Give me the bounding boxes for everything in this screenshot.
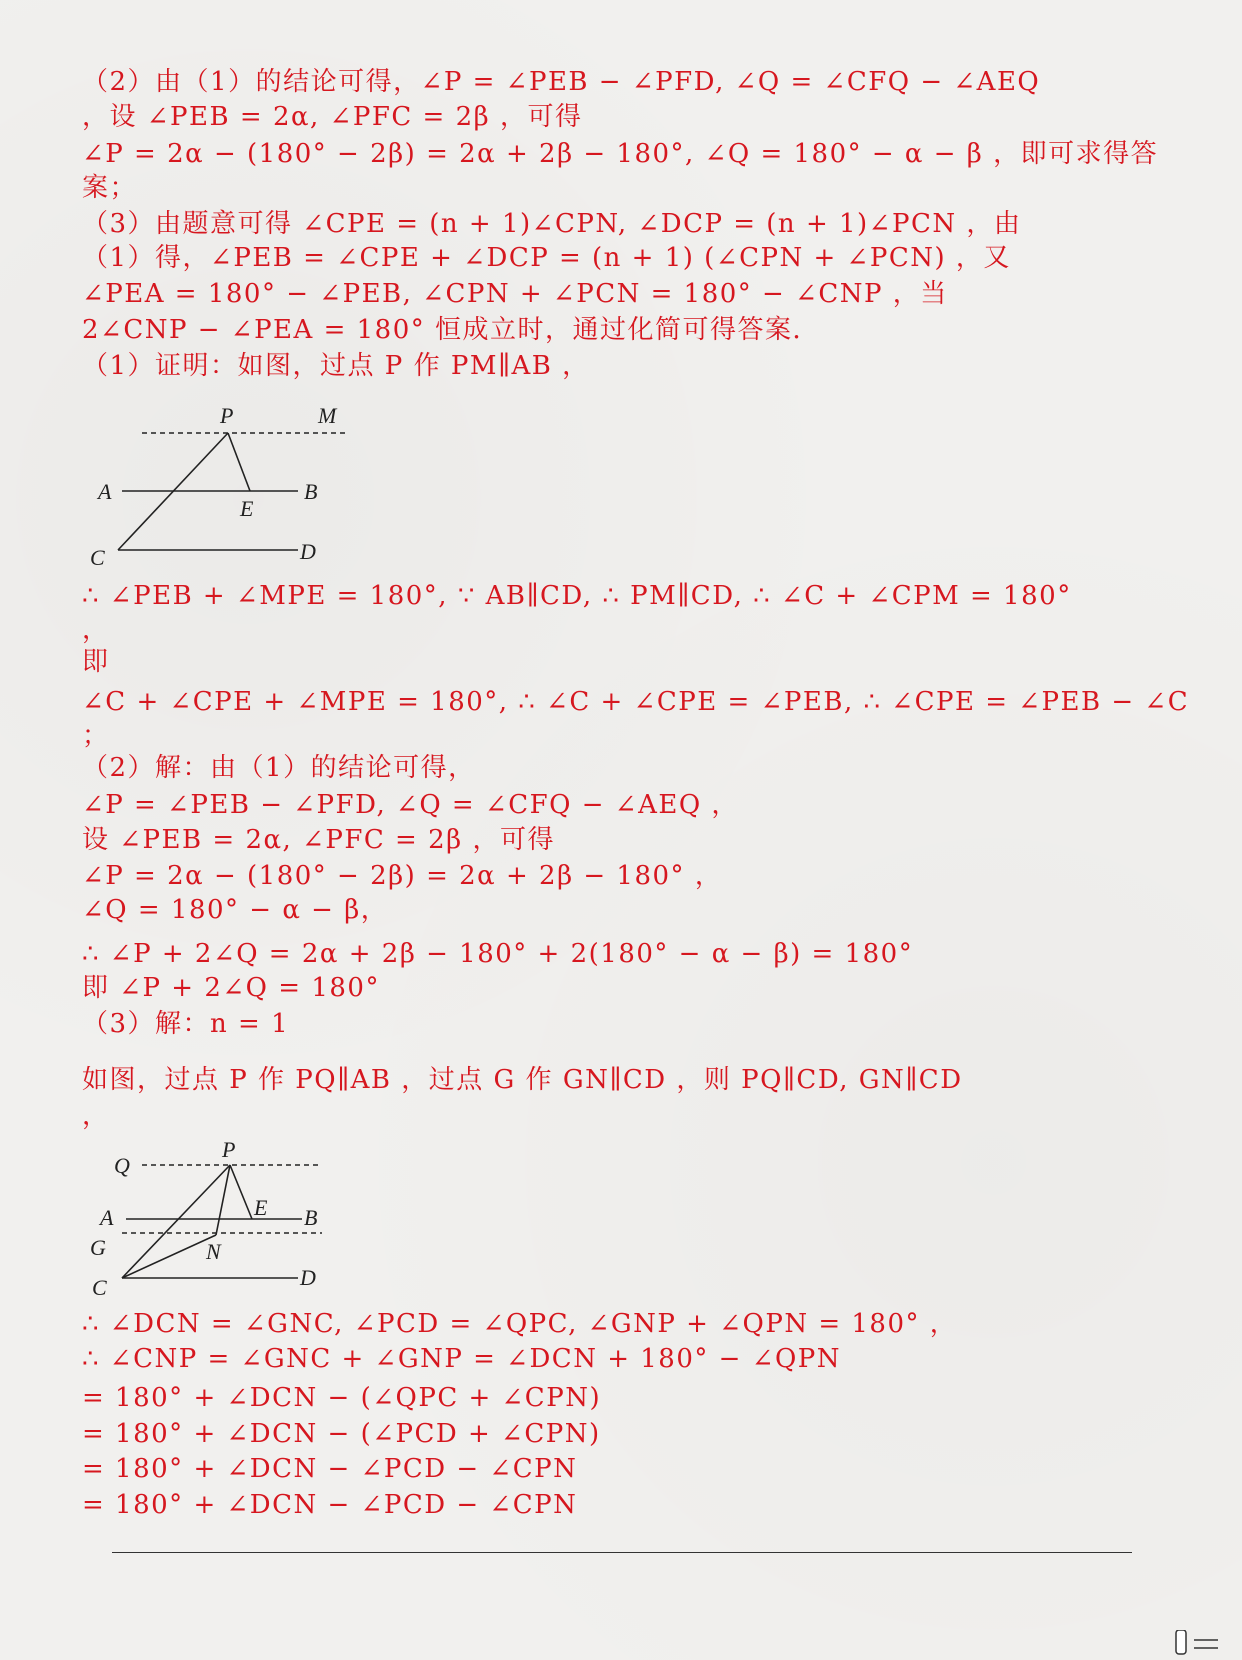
label-a: A xyxy=(98,479,112,504)
text-line: ， xyxy=(82,1101,110,1131)
label-d: D xyxy=(300,539,316,564)
text-line: ∴ ∠DCN = ∠GNC, ∠PCD = ∠QPC, ∠GNP + ∠QPN = 180° ， xyxy=(82,1309,958,1339)
text-line: ∴ ∠PEB + ∠MPE = 180°, ∵ AB∥CD, ∴ PM∥CD, ∴ ∠C + ∠CPM = 180° xyxy=(82,581,1072,611)
text-line: = 180° + ∠DCN − ∠PCD − ∠CPN xyxy=(82,1454,578,1484)
text-line: ； xyxy=(82,721,110,751)
line-pn xyxy=(216,1165,230,1235)
text-line: 即 xyxy=(82,647,110,677)
line-pe xyxy=(228,433,250,491)
figure-1 xyxy=(90,395,370,570)
text-line: ， xyxy=(82,615,110,645)
text-line: （3）由题意可得 ∠CPE = (n + 1)∠CPN, ∠DCP = (n + 1)∠PCN ，由 xyxy=(82,209,1022,239)
label-m: M xyxy=(318,403,337,428)
label-b: B xyxy=(304,1205,318,1230)
label-g: G xyxy=(90,1235,106,1260)
label-n: N xyxy=(206,1239,221,1264)
text-line: ∴ ∠P + 2∠Q = 2α + 2β − 180° + 2(180° − α − β) = 180° xyxy=(82,939,914,969)
text-line: ，设 ∠PEB = 2α, ∠PFC = 2β ，可得 xyxy=(82,102,583,132)
line-pe xyxy=(230,1165,252,1219)
text-line: 2∠CNP − ∠PEA = 180° 恒成立时，通过化简可得答案． xyxy=(82,315,821,345)
label-e: E xyxy=(254,1195,268,1220)
text-line: ∠P = 2α − (180° − 2β) = 2α + 2β − 180° ， xyxy=(82,861,723,891)
text-line: ∠P = 2α − (180° − 2β) = 2α + 2β − 180°, ∠Q = 180° − α − β ，即可求得答 xyxy=(82,139,1159,169)
label-p: P xyxy=(222,1137,236,1162)
text-line: （1）得，∠PEB = ∠CPE + ∠DCP = (n + 1) (∠CPN + ∠PCN) ，又 xyxy=(82,243,1011,273)
label-c: C xyxy=(90,545,105,570)
figure-2 xyxy=(90,1135,370,1315)
text-line: ∠Q = 180° − α − β， xyxy=(82,895,389,925)
text-line: 设 ∠PEB = 2α, ∠PFC = 2β ，可得 xyxy=(82,825,555,855)
scroll-handle-icon[interactable] xyxy=(1168,1630,1220,1656)
label-e: E xyxy=(240,496,254,521)
text-line: = 180° + ∠DCN − (∠QPC + ∠CPN) xyxy=(82,1383,602,1413)
text-line: ∠C + ∠CPE + ∠MPE = 180°, ∴ ∠C + ∠CPE = ∠PEB, ∴ ∠CPE = ∠PEB − ∠C xyxy=(82,687,1190,717)
text-line: （1）证明：如图，过点 P 作 PM∥AB ， xyxy=(82,351,590,381)
label-c: C xyxy=(92,1275,107,1300)
label-p: P xyxy=(220,403,234,428)
label-b: B xyxy=(304,479,318,504)
text-line: 案； xyxy=(82,173,138,203)
text-line: 即 ∠P + 2∠Q = 180° xyxy=(82,973,380,1003)
text-line: = 180° + ∠DCN − (∠PCD + ∠CPN) xyxy=(82,1419,601,1449)
text-line: ∴ ∠CNP = ∠GNC + ∠GNP = ∠DCN + 180° − ∠QPN xyxy=(82,1344,842,1374)
text-line: （2）解：由（1）的结论可得， xyxy=(82,753,476,783)
label-q: Q xyxy=(114,1153,130,1178)
text-line: ∠P = ∠PEB − ∠PFD, ∠Q = ∠CFQ − ∠AEQ ， xyxy=(82,790,739,820)
label-a: A xyxy=(100,1205,114,1230)
text-line: ∠PEA = 180° − ∠PEB, ∠CPN + ∠PCN = 180° − ∠CNP ，当 xyxy=(82,279,948,309)
text-line: （3）解：n = 1 xyxy=(82,1009,290,1039)
label-d: D xyxy=(300,1265,316,1290)
text-line: 如图，过点 P 作 PQ∥AB ，过点 G 作 GN∥CD ，则 PQ∥CD, GN∥CD xyxy=(82,1065,963,1095)
text-line: （2）由（1）的结论可得，∠P = ∠PEB − ∠PFD, ∠Q = ∠CFQ − ∠AEQ xyxy=(82,67,1041,97)
line-nc xyxy=(122,1235,216,1278)
bottom-divider xyxy=(112,1552,1132,1553)
text-line: = 180° + ∠DCN − ∠PCD − ∠CPN xyxy=(82,1490,578,1520)
